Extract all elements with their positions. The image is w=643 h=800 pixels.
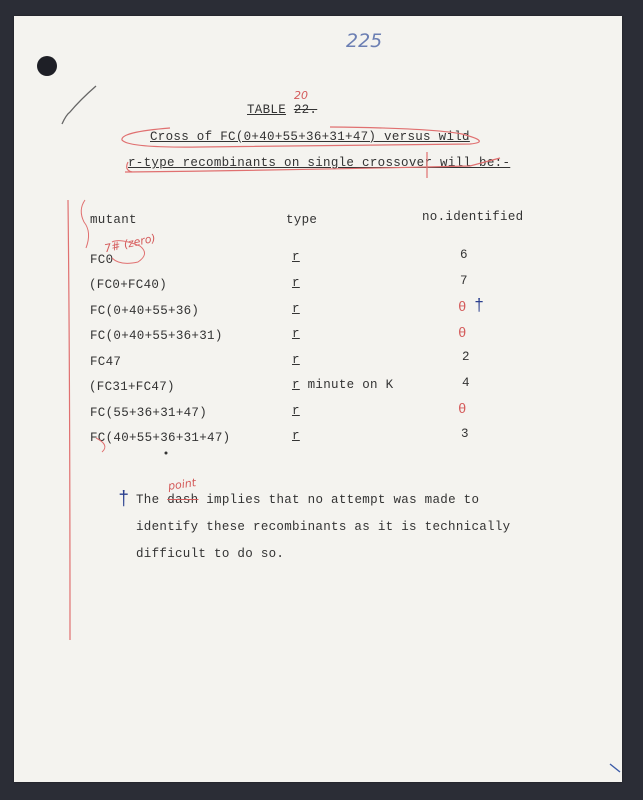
row-7-mutant: FC(55+36+31+47) <box>90 406 208 420</box>
table-title <box>247 103 317 117</box>
row-7-type: r <box>292 404 300 418</box>
row-3-count: θ <box>458 300 467 316</box>
subtitle-line-2: r-type recombinants on single crossover will be:- <box>128 156 511 170</box>
row-4-mutant: FC(0+40+55+36+31) <box>90 329 223 343</box>
row-1-type: r <box>292 250 300 264</box>
header-count: no.identified <box>422 210 524 224</box>
row-5-mutant: FC47 <box>90 355 122 369</box>
row-7-count: θ <box>458 402 467 418</box>
row-2-type: r <box>292 276 300 290</box>
row-6-mutant: (FC31+FC47) <box>89 380 175 394</box>
note-inserted-word: point <box>167 476 197 493</box>
row-2-mutant: (FC0+FC40) <box>89 278 168 292</box>
row-6-type-cell <box>292 378 393 392</box>
page-number: 225 <box>346 30 383 52</box>
row-8-type: r <box>292 429 300 443</box>
row-8-count: 3 <box>461 427 469 441</box>
table-title-word: TABLE <box>247 103 287 117</box>
row-4-type: r <box>292 327 300 341</box>
note-line-1-rest: implies that no attempt was made to <box>198 493 480 507</box>
fc0-annotation: 7# (zero) <box>103 231 157 256</box>
row-4-count: θ <box>458 326 467 342</box>
row-1-count: 6 <box>460 248 468 262</box>
row-3-type: r <box>292 302 300 316</box>
header-mutant: mutant <box>90 213 137 227</box>
note-struck-word: dash <box>167 493 199 507</box>
note-prefix: The <box>136 493 168 507</box>
row-6-count: 4 <box>462 376 470 390</box>
table-new-number: 20 <box>294 89 308 102</box>
row-3-dagger: † <box>474 297 485 316</box>
row-1-mutant: FC0 <box>90 253 114 267</box>
row-5-count: 2 <box>462 350 470 364</box>
note-line-1 <box>136 493 479 507</box>
row-8-mutant: FC(40+55+36+31+47) <box>90 431 231 445</box>
row-6-extra: minute on K <box>307 378 394 392</box>
row-2-count: 7 <box>460 274 468 288</box>
note-line-2: identify these recombinants as it is technically <box>136 520 511 534</box>
subtitle-line-1: Cross of FC(0+40+55+36+31+47) versus wild <box>150 130 470 144</box>
table-title-struck-number: 22. <box>293 103 318 117</box>
punch-hole <box>37 56 57 76</box>
row-3-mutant: FC(0+40+55+36) <box>90 304 200 318</box>
row-5-type: r <box>292 353 300 367</box>
header-type: type <box>286 213 318 227</box>
note-dagger: † <box>118 488 130 510</box>
row-6-type: r <box>292 378 300 392</box>
note-line-3: difficult to do so. <box>136 547 285 561</box>
